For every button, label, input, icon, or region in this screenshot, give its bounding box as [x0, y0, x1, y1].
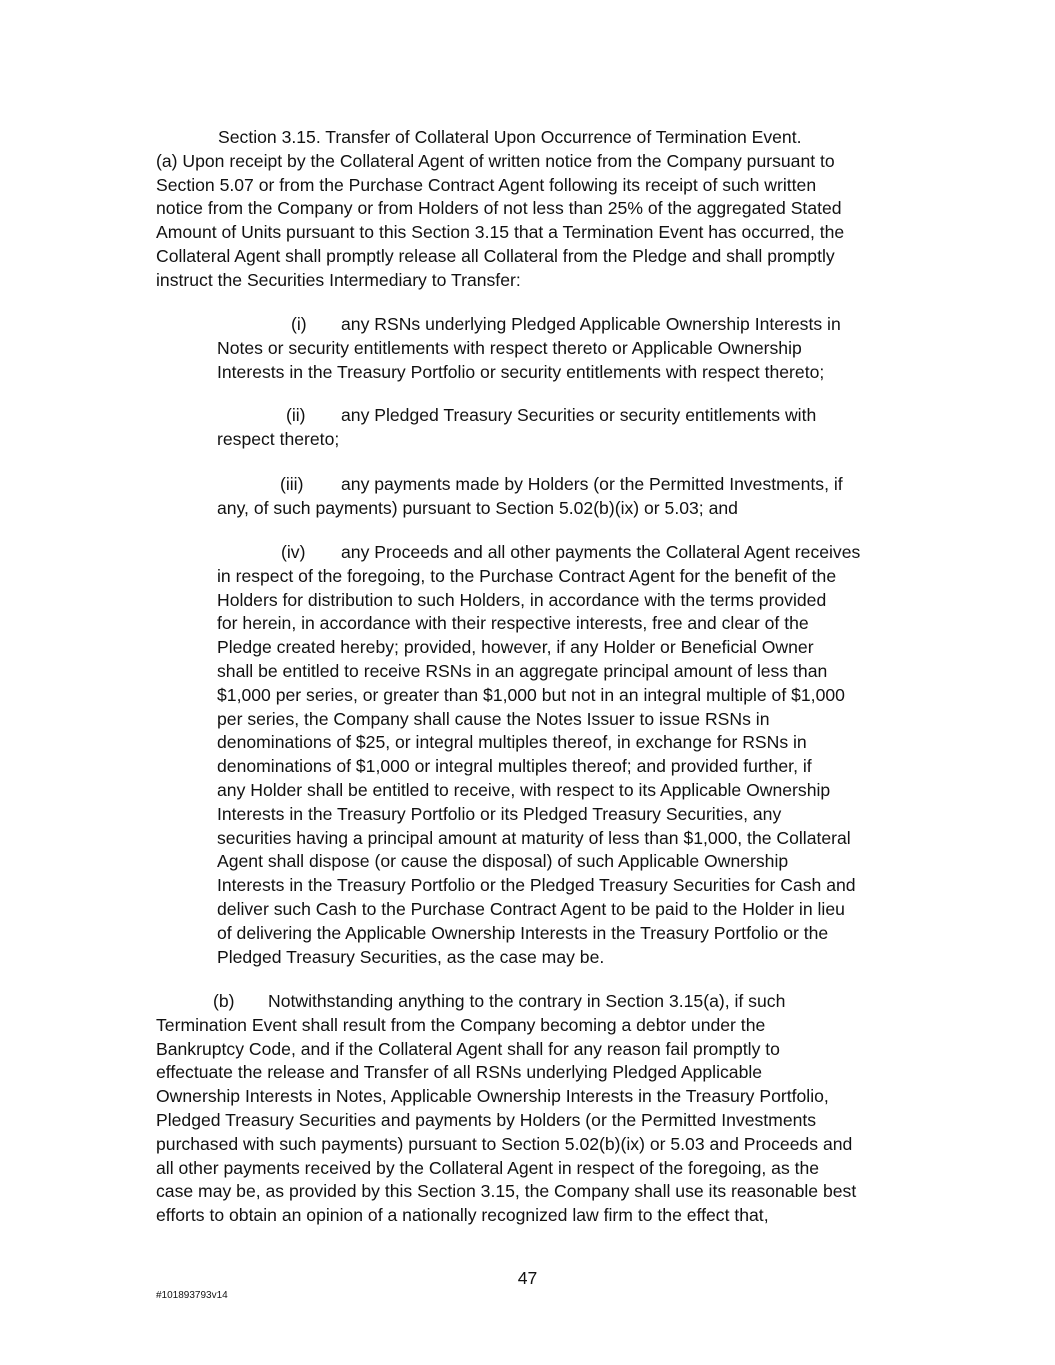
clause-line: Pledge created hereby; provided, however, if any Holder or Beneficial Owner — [217, 637, 814, 658]
paragraph-line: (a) Upon receipt by the Collateral Agent of written notice from the Company pursuant to — [156, 150, 835, 171]
paragraph-line: efforts to obtain an opinion of a nationally recognized law firm to the effect that, — [156, 1205, 769, 1226]
clause-line: Interests in the Treasury Portfolio or the Pledged Treasury Securities for Cash and — [217, 875, 856, 896]
clause-number: (i) — [291, 314, 307, 334]
clause-first-line: any Pledged Treasury Securities or security entitlements with — [341, 405, 817, 425]
clause-line: Interests in the Treasury Portfolio or security entitlements with respect thereto; — [217, 361, 825, 382]
clause-line: Pledged Treasury Securities, as the case may be. — [217, 946, 605, 967]
clause-line: Interests in the Treasury Portfolio or its Pledged Treasury Securities, any — [217, 803, 782, 824]
clause-line: denominations of $25, or integral multiples thereof, in exchange for RSNs in — [217, 732, 807, 753]
paragraph-first-line: Notwithstanding anything to the contrary in Section 3.15(a), if such — [268, 991, 786, 1011]
paragraph-line: all other payments received by the Collateral Agent in respect of the foregoing, as the — [156, 1157, 820, 1178]
paragraph-line: Section 5.07 or from the Purchase Contract Agent following its receipt of such written — [156, 174, 817, 195]
paragraph-line: instruct the Securities Intermediary to Transfer: — [156, 269, 521, 290]
clause-line: Agent shall dispose (or cause the disposal) of such Applicable Ownership — [217, 851, 789, 872]
paragraph-line: notice from the Company or from Holders of not less than 25% of the aggregated Stated — [156, 198, 842, 219]
paragraph-line: effectuate the release and Transfer of all RSNs underlying Pledged Applicable — [156, 1062, 763, 1083]
clause-number: (iii) — [280, 474, 304, 494]
paragraph-line: Pledged Treasury Securities and payments by Holders (or the Permitted Investments — [156, 1109, 817, 1130]
paragraph-line: Ownership Interests in Notes, Applicable Ownership Interests in the Treasury Portfolio, — [156, 1086, 829, 1107]
clause-line: any, of such payments) pursuant to Section 5.02(b)(ix) or 5.03; and — [217, 497, 738, 518]
page-number: 47 — [517, 1268, 538, 1288]
clause-ii — [217, 404, 816, 452]
clause-line: in respect of the foregoing, to the Purchase Contract Agent for the benefit of the — [217, 565, 837, 586]
clause-iii — [217, 473, 843, 521]
clause-line: of delivering the Applicable Ownership Interests in the Treasury Portfolio or the — [217, 922, 829, 943]
section-heading: Section 3.15. Transfer of Collateral Upon Occurrence of Termination Event. — [218, 127, 802, 147]
clause-i — [217, 313, 841, 384]
clause-line: Notes or security entitlements with respect thereto or Applicable Ownership — [217, 337, 802, 358]
paragraph-number: (b) — [213, 991, 235, 1011]
paragraph-line: purchased with such payments) pursuant to Section 5.02(b)(ix) or 5.03 and Proceeds and — [156, 1133, 853, 1154]
clause-line: per series, the Company shall cause the Notes Issuer to issue RSNs in — [217, 708, 770, 729]
document-id: #101893793v14 — [156, 1290, 228, 1301]
paragraph-line: case may be, as provided by this Section 3.15, the Company shall use its reasonable best — [156, 1181, 857, 1202]
clause-first-line: any RSNs underlying Pledged Applicable Ownership Interests in — [341, 314, 841, 334]
clause-line: respect thereto; — [217, 428, 340, 449]
clause-line: denominations of $1,000 or integral multiples thereof; and provided further, if — [217, 756, 812, 777]
paragraph-line: Amount of Units pursuant to this Section 3.15 that a Termination Event has occurred, the — [156, 222, 845, 243]
paragraph-line: Bankruptcy Code, and if the Collateral Agent shall for any reason fail promptly to — [156, 1038, 780, 1059]
clause-line: for herein, in accordance with their respective interests, free and clear of the — [217, 613, 809, 634]
section-3-15-paragraph — [156, 126, 844, 293]
paragraph-line: Termination Event shall result from the Company becoming a debtor under the — [156, 1014, 766, 1035]
clause-line: any Holder shall be entitled to receive, with respect to its Applicable Ownership — [217, 779, 831, 800]
paragraph-b — [156, 990, 856, 1228]
clause-line: deliver such Cash to the Purchase Contract Agent to be paid to the Holder in lieu — [217, 898, 845, 919]
clause-line: shall be entitled to receive RSNs in an aggregate principal amount of less than — [217, 660, 828, 681]
clause-line: $1,000 per series, or greater than $1,000 but not in an integral multiple of $1,000 — [217, 684, 845, 705]
clause-iv — [217, 541, 860, 969]
clause-number: (ii) — [286, 405, 306, 425]
clause-first-line: any payments made by Holders (or the Permitted Investments, if — [341, 474, 843, 494]
clause-line: Holders for distribution to such Holders, in accordance with the terms provided — [217, 589, 827, 610]
clause-number: (iv) — [281, 542, 306, 562]
paragraph-line: Collateral Agent shall promptly release all Collateral from the Pledge and shall promptly — [156, 245, 835, 266]
clause-first-line: any Proceeds and all other payments the Collateral Agent receives — [341, 542, 861, 562]
clause-line: securities having a principal amount at maturity of less than $1,000, the Collateral — [217, 827, 851, 848]
